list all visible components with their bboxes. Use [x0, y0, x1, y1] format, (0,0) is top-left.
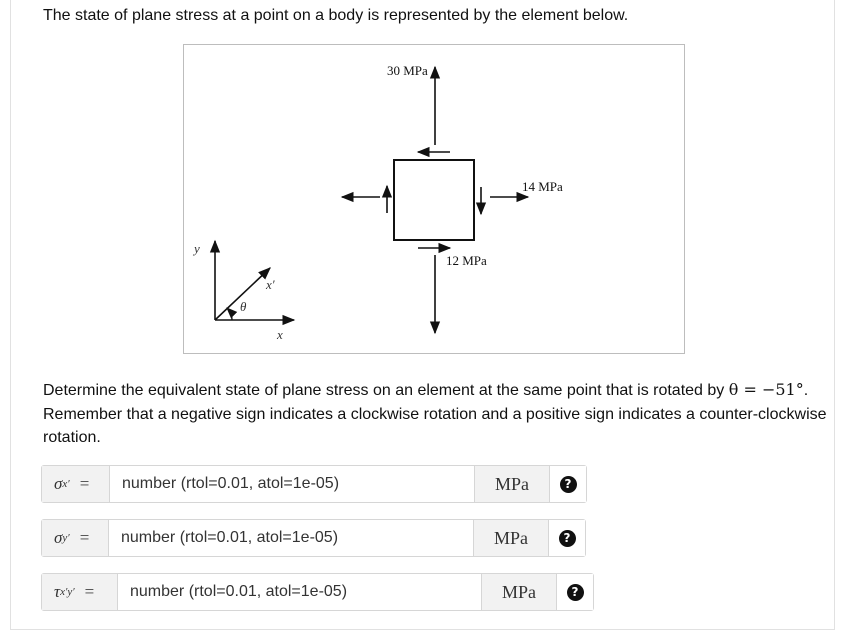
- label-bottom-stress: 12 MPa: [446, 253, 487, 268]
- answer-row-sigma-xprime: [41, 465, 587, 503]
- label-top-stress: 30 MPa: [387, 63, 428, 78]
- subscript-xprime: x′: [62, 478, 70, 490]
- axis-label-x: x: [277, 327, 283, 342]
- stress-element-figure: [183, 44, 685, 354]
- angle-label-theta: θ: [240, 299, 247, 314]
- label-right-stress: 14 MPa: [522, 179, 563, 194]
- axis-label-y: y: [194, 241, 200, 256]
- unit-label-mpa: MPa: [481, 574, 556, 610]
- question-circle-icon[interactable]: ?: [567, 584, 584, 601]
- stress-element-diagram: [184, 45, 686, 355]
- answer-row-sigma-yprime: [41, 519, 586, 557]
- question-circle-icon[interactable]: ?: [559, 530, 576, 547]
- help-button-tau-xprimeyprime[interactable]: [556, 574, 593, 610]
- equals-sign: =: [79, 474, 90, 493]
- rotation-angle-math: θ = −51°: [728, 380, 804, 399]
- unit-label-mpa: MPa: [474, 466, 549, 502]
- question-circle-icon[interactable]: ?: [560, 476, 577, 493]
- prompt-text-before: Determine the equivalent state of plane stress on an element at the same point that is rotated by: [43, 382, 729, 399]
- prompt-text-after: . Remember that a negative sign indicates a clockwise rotation and a positive sign indicates a counter-clockwise rotation.: [43, 382, 827, 446]
- angle-arc: [227, 308, 232, 320]
- equals-sign: =: [84, 582, 95, 601]
- question-prompt: [43, 378, 833, 450]
- axis-label-xprime: x′: [266, 277, 275, 292]
- stress-element-square: [394, 160, 474, 240]
- help-button-sigma-xprime[interactable]: [549, 466, 586, 502]
- symbol-sigma: σ: [54, 474, 63, 493]
- question-card: [10, 0, 835, 630]
- intro-text: The state of plane stress at a point on a body is represented by the element below.: [43, 7, 629, 24]
- answer-row-tau-xprimeyprime: [41, 573, 594, 611]
- unit-label-mpa: MPa: [473, 520, 548, 556]
- subscript-yprime: y′: [62, 532, 70, 544]
- symbol-sigma: σ: [54, 528, 63, 547]
- equals-sign: =: [79, 528, 90, 547]
- symbol-tau: τ: [54, 582, 61, 601]
- sigma-yprime-input[interactable]: [109, 520, 473, 556]
- help-button-sigma-yprime[interactable]: [548, 520, 585, 556]
- answer-label-tau-xprimeyprime: [42, 574, 118, 610]
- subscript-xprimeyprime: x′y′: [60, 586, 75, 598]
- sigma-xprime-input[interactable]: [110, 466, 474, 502]
- tau-xprimeyprime-input[interactable]: [118, 574, 481, 610]
- answer-label-sigma-yprime: [42, 520, 109, 556]
- answer-label-sigma-xprime: [42, 466, 110, 502]
